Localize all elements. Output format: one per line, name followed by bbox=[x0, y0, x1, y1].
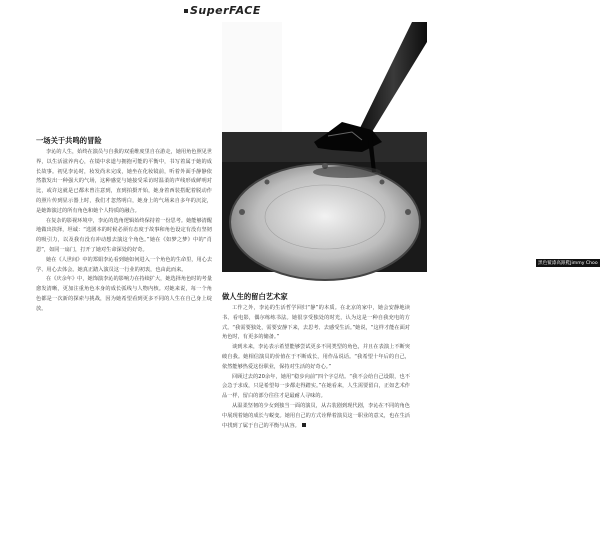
paragraph: 在《庆余年》中，她饰演李沁的影响力在持续扩大，她选择角色时的考量愈发清晰，更加注重角色本身的成长弧线与人物内核。对她来说，每一个角色都是一次新的探索与挑战，因为她希望看到更多不同的人生在自己身上绽放。 bbox=[36, 276, 213, 312]
paragraph: 谈到未来，李沁表示希望能够尝试更多不同类型的角色，并且在表演上不断突破自我。她相信演员的价值在于不断成长，用作品说话。“我希望十年后的自己，依然能够热爱这份职业，保持对生活的好奇心。” bbox=[222, 344, 410, 370]
end-mark-icon bbox=[302, 423, 306, 427]
section-title: 一场关于共鸣的冒险 bbox=[36, 136, 102, 145]
paragraph-text: 从温柔坚韧的少女到独当一面的演员，从古装剧到现代剧，李沁在不同的角色中展现着她的成长与蜕变。她用自己的方式诠释着演员这一职业的意义，也在生活中找到了属于自己的平衡与从容。 bbox=[222, 402, 410, 429]
magazine-header: SuperFACE bbox=[190, 4, 261, 17]
paragraph: 回顾过去的20余年，她用“稳步向前”四个字总结。“我不会给自己设限，也不会急于求成，只是希望每一步都走得踏实。”在她看来，人生需要留白，正如艺术作品一样，留白的部分往往才是最耐人寻味的。 bbox=[222, 373, 410, 400]
paragraph: 工作之外，李沁的生活哲学回归“静”的本质。在北京的家中，她会安静地读书、看电影，偶尔练练书法。她很享受独处的时光，认为这是一种自我充电的方式。“我需要独处，需要安静下来，去思考、去感受生活。”她说，“这样才能在面对角色时，有更多的储备。” bbox=[222, 305, 410, 341]
section-title: 做人生的留白艺术家 bbox=[222, 292, 288, 301]
photo-caption: 黑色鲨漆高跟鞋Jimmy Choo bbox=[538, 261, 598, 266]
paragraph: 李沁的人生，始终在演员与自我的双重维度里自在游走，她用角色照见世界，以生活滋养内心，在镜中求道与拥抱可能的平衡中，书写着属于她的成长故事。初见李沁时，妆发尚未完成，她坐在化妆镜前，听着外面手静静依然散发出一种强大的气场，这种感觉与她接受采访时温柔的声线形成鲜明对比，或许这就是已都未曾注意到，直到拍摄开始，她身着西装搭配着脱动作的照片传到显示器上时，我们才忽然明白，她身上的气场来自多年的沉淀，是她饰演过的所有角色和她个人特质的融合。 bbox=[36, 149, 213, 214]
photo-illustration bbox=[222, 22, 427, 272]
article-column-left bbox=[36, 136, 212, 315]
paragraph: 她在《人世间》中的郑娟李沁看到她如何进入一个角色的生命里，用心去学、用心去体会。她真正踏入演员这一行业的初衷，也由此而来。 bbox=[36, 256, 213, 273]
article-column-right bbox=[222, 292, 410, 431]
fashion-photo bbox=[222, 22, 598, 272]
paragraph: 在复杂的影视环境中，李沁的选角逻辑始终保持着一份思考。她能够清醒地做出抉择，坦诚：“选剧本的时候必须有态度于故事和角色设定有没有坚韧的吸引力，以及我有没有冲动想去演这个角色。”她在《如梦之梦》中的“肖恩”，如同一扇门，打开了她对生命深处的好奇。 bbox=[36, 217, 213, 253]
header-dot bbox=[184, 9, 188, 13]
paragraph-final bbox=[222, 402, 410, 431]
